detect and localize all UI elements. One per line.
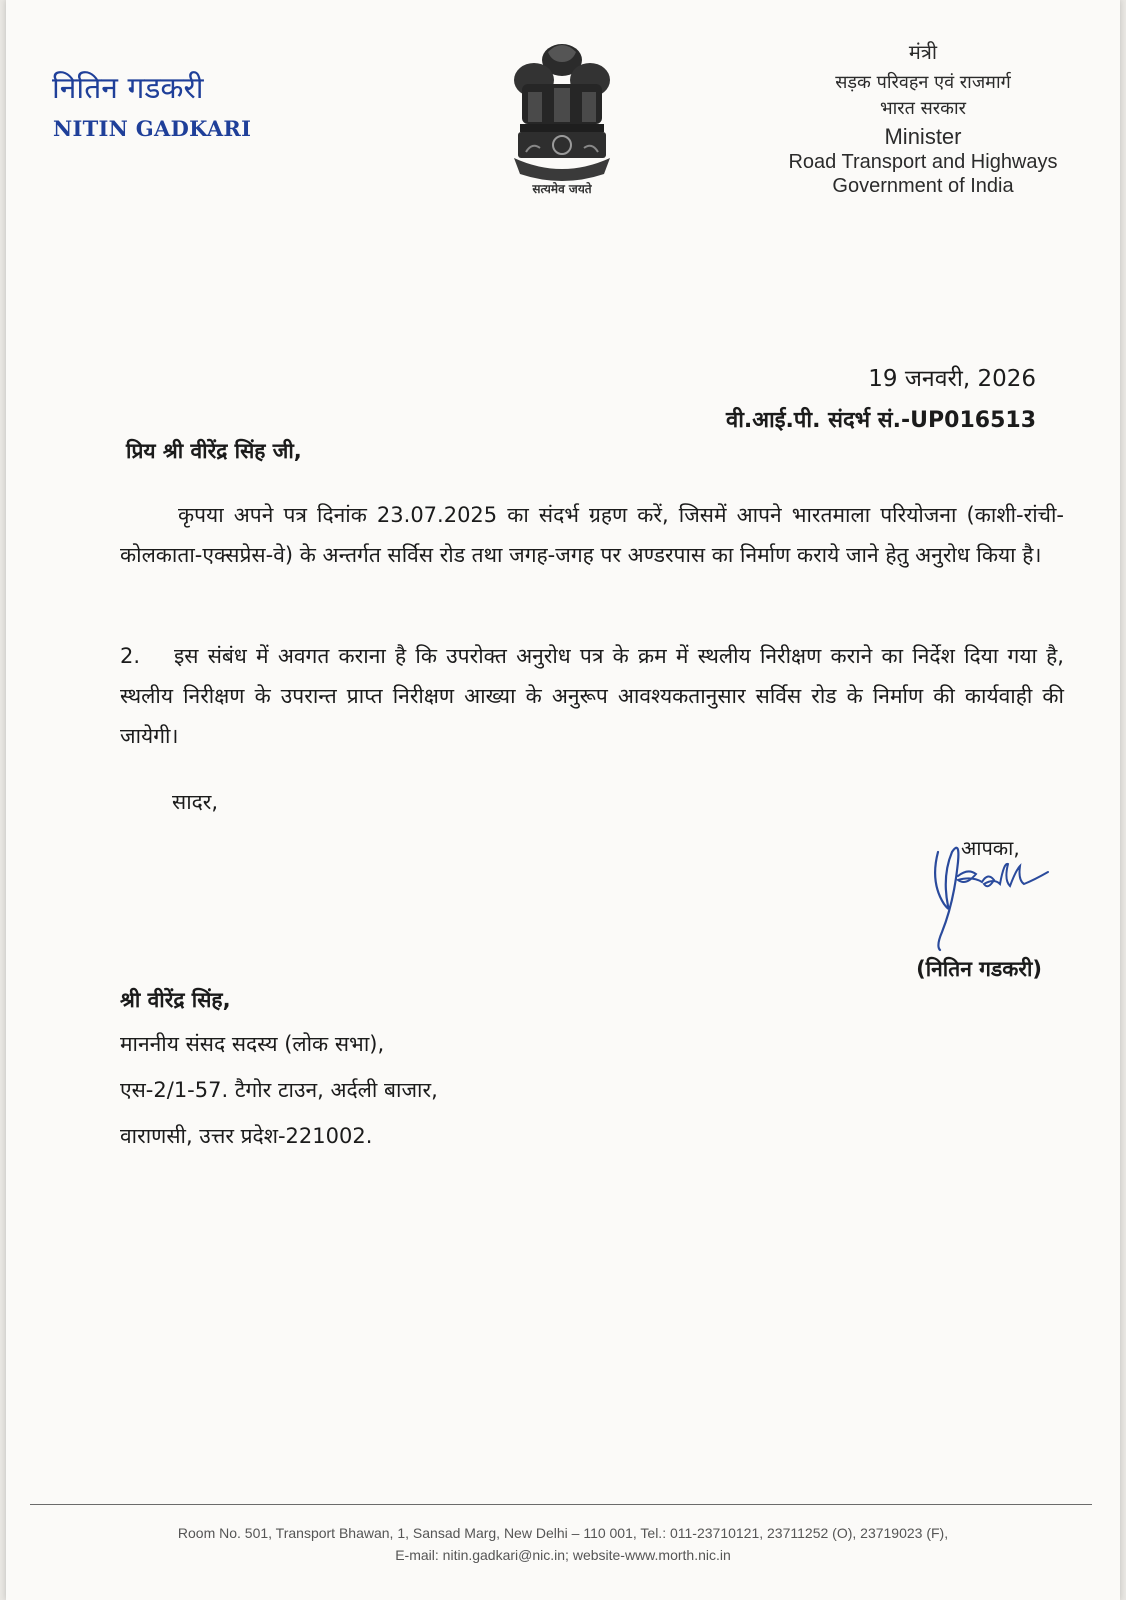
addressee-address-line-1: एस-2/1-57. टैगोर टाउन, अर्दली बाजार,: [120, 1078, 438, 1102]
minister-name-english: NITIN GADKARI: [53, 116, 252, 141]
ministry-hindi: सड़क परिवहन एवं राजमार्ग: [835, 72, 1011, 93]
government-english: Government of India: [832, 175, 1014, 197]
designation-english: Minister: [884, 124, 962, 149]
footer-address: Room No. 501, Transport Bhawan, 1, Sansad Marg, New Delhi – 110 001, Tel.: 011-23710121, 23711252 (O), 23719023 (F),: [177, 1525, 949, 1541]
government-hindi: भारत सरकार: [879, 98, 967, 119]
body-paragraph-1: [120, 495, 1064, 575]
national-emblem-icon: [506, 34, 618, 202]
paragraph-2-body: इस संबंध में अवगत कराना है कि उपरोक्त अनुरोध पत्र के क्रम में स्थलीय निरीक्षण कराने का निर्देश दिया गया है, स्थलीय निरीक्षण के उपरान्त प्राप्त निरीक्षण आख्या के अनुरूप आवश्यकतानुसार सर्विस रोड के निर्माण की कार्यवाही की जायेगी।: [120, 644, 1064, 748]
ministry-english: Road Transport and Highways: [788, 151, 1058, 173]
letter-date: 19 जनवरी, 2026: [868, 366, 1036, 392]
closing-regards: सादर,: [172, 790, 219, 814]
footer-divider: [30, 1504, 1092, 1505]
minister-name-hindi: नितिन गडकरी: [52, 71, 204, 106]
paragraph-number: 2.: [120, 644, 141, 668]
handwritten-signature: [924, 832, 1074, 962]
sign-off: आपका,: [961, 836, 1020, 860]
signer-name: (नितिन गडकरी): [916, 957, 1042, 981]
emblem-motto: सत्यमेव जयते: [532, 182, 592, 196]
body-paragraph-2: [120, 636, 1064, 756]
reference-number: वी.आई.पी. संदर्भ सं.-UP016513: [725, 408, 1036, 433]
paragraph-1-text: कृपया अपने पत्र दिनांक 23.07.2025 का संदर्भ ग्रहण करें, जिसमें आपने भारतमाला परियोजना (काशी-रांची-कोलकाता-एक्सप्रेस-वे) के अन्तर्गत सर्विस रोड तथा जगह-जगह पर अण्डरपास का निर्माण कराये जाने हेतु अनुरोध किया है।: [120, 503, 1064, 567]
addressee-title: माननीय संसद सदस्य (लोक सभा),: [120, 1032, 385, 1056]
designation-hindi: मंत्री: [908, 40, 938, 64]
salutation: प्रिय श्री वीरेंद्र सिंह जी,: [126, 439, 302, 463]
addressee-address-line-2: वाराणसी, उत्तर प्रदेश-221002.: [120, 1124, 373, 1148]
addressee-name: श्री वीरेंद्र सिंह,: [120, 988, 231, 1012]
letter-page: [6, 0, 1120, 1600]
paragraph-2-text: [120, 636, 1064, 756]
footer-contact: E-mail: nitin.gadkari@nic.in; website-www.morth.nic.in: [395, 1547, 731, 1563]
